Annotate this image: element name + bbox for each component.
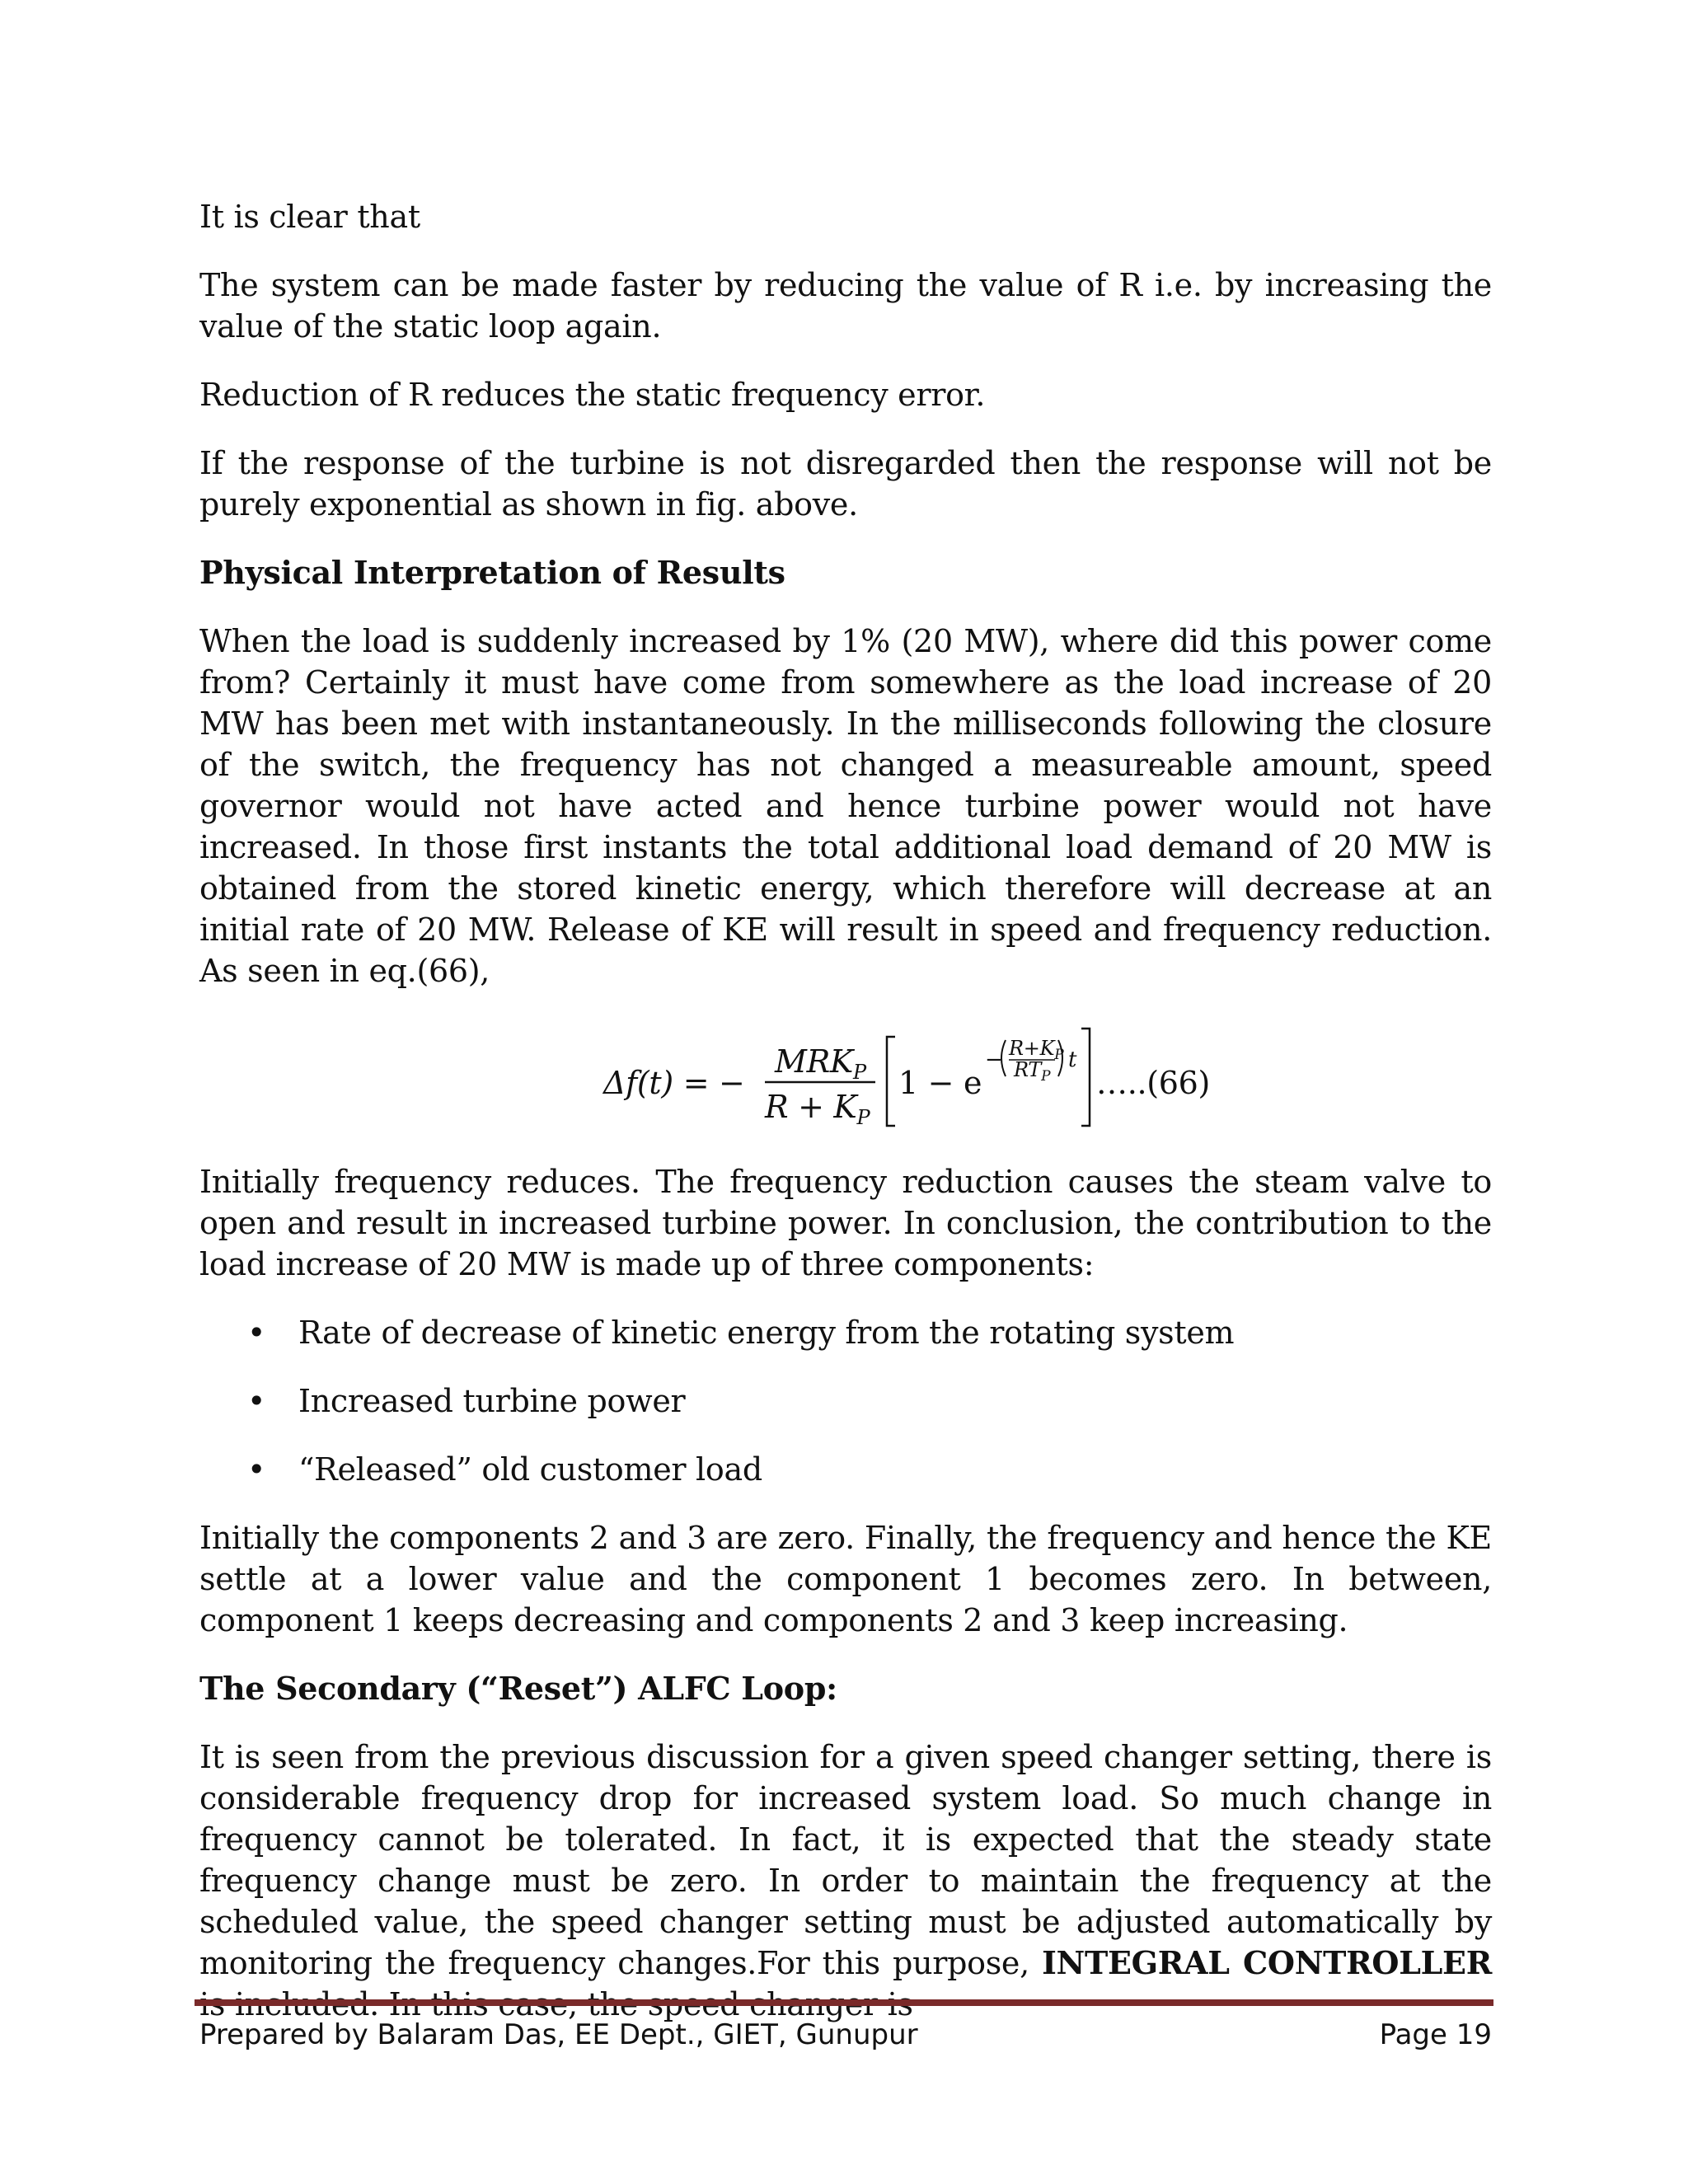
equation-66 bbox=[199, 1019, 1492, 1138]
list-item-text: Increased turbine power bbox=[298, 1383, 686, 1419]
paragraph-faster-system: The system can be made faster by reducing the value of R i.e. by increasing the value of the static loop again. bbox=[199, 267, 1492, 344]
list-item bbox=[199, 1380, 1492, 1422]
equation-denominator: $R + K_P$ bbox=[765, 1089, 870, 1129]
equation-numerator: $MRK_P$ bbox=[775, 1043, 866, 1084]
paragraph-text: It is seen from the previous discussion for a given speed changer setting, there is considerable frequency drop for increased system load. So much change in frequency cannot be tolerated. In fact, it is expected that the steady state frequency change must be zero. In order to maintain the frequency at the scheduled value, the speed changer setting must be adjusted automatically by monitoring the frequency changes.For this purpose, bbox=[199, 1739, 1492, 1981]
page-footer bbox=[199, 2014, 1492, 2055]
paragraph-components-behavior: Initially the components 2 and 3 are zero. Finally, the frequency and hence the KE settle at a lower value and the component 1 becomes zero. In between, component 1 keeps decreasing and components 2 and 3 keep increasing. bbox=[199, 1520, 1492, 1638]
paragraph-text: is included. In this case, the speed changer is bbox=[199, 1986, 913, 2022]
equation-graphic bbox=[603, 1019, 1230, 1138]
list-item bbox=[199, 1449, 1492, 1490]
paragraph-turbine-response: If the response of the turbine is not disregarded then the response will not be purely exponential as shown in fig. above. bbox=[199, 445, 1492, 523]
page-content bbox=[199, 196, 1492, 2052]
footer-divider bbox=[195, 1999, 1493, 2006]
bullet-icon: • bbox=[247, 1315, 266, 1351]
paragraph-integral-controller bbox=[199, 1736, 1492, 2025]
page-number: Page 19 bbox=[1379, 2018, 1492, 2051]
paragraph-load-increase: When the load is suddenly increased by 1% (20 MW), where did this power come from? Certainly it must have come from somewhere as the load increase of 20 MW has been met with instantaneously. In the milliseconds following the closure of the switch, the frequency has not changed a measureable amount, speed governor would not have acted and hence turbine power would not have increased. In those first instants the total additional load demand of 20 MW is obtained from the stored kinetic energy, which therefore will decrease at an initial rate of 20 MW. Release of KE will result in speed and frequency reduction. As seen in eq.(66), bbox=[199, 623, 1492, 989]
paragraph-reduction-of-r: Reduction of R reduces the static frequency error. bbox=[199, 377, 986, 413]
integral-controller-emphasis: INTEGRAL CONTROLLER bbox=[1042, 1944, 1492, 1981]
heading-physical-interpretation: Physical Interpretation of Results bbox=[199, 554, 785, 591]
heading-secondary-alfc-loop: The Secondary (“Reset”) ALFC Loop: bbox=[199, 1670, 837, 1707]
components-list bbox=[199, 1312, 1492, 1490]
equation-lhs: Δf(t) = − bbox=[603, 1065, 745, 1101]
equation-exp-denominator: $RT_P$ bbox=[1014, 1058, 1051, 1085]
equation-number: …..(66) bbox=[1096, 1065, 1211, 1101]
list-item-text: “Released” old customer load bbox=[298, 1451, 762, 1488]
footer-author: Prepared by Balaram Das, EE Dept., GIET, Gunupur bbox=[199, 2018, 918, 2051]
equation-bracket-right bbox=[1081, 1029, 1090, 1126]
equation-exp-numerator: $R+K_P$ bbox=[1009, 1037, 1064, 1063]
bullet-icon: • bbox=[247, 1451, 266, 1488]
equation-bracket-left bbox=[887, 1037, 895, 1126]
list-item bbox=[199, 1312, 1492, 1353]
bullet-icon: • bbox=[247, 1383, 266, 1419]
paragraph-frequency-reduces: Initially frequency reduces. The frequency reduction causes the steam valve to open and result in increased turbine power. In conclusion, the contribution to the load increase of 20 MW is made up of three components: bbox=[199, 1164, 1492, 1282]
equation-exp-t: t bbox=[1068, 1047, 1077, 1072]
list-item-text: Rate of decrease of kinetic energy from the rotating system bbox=[298, 1315, 1235, 1351]
equation-exp-sign: − bbox=[985, 1047, 1003, 1072]
paragraph-it-is-clear: It is clear that bbox=[199, 199, 420, 235]
equation-bracket-content: 1 − e bbox=[898, 1065, 982, 1101]
